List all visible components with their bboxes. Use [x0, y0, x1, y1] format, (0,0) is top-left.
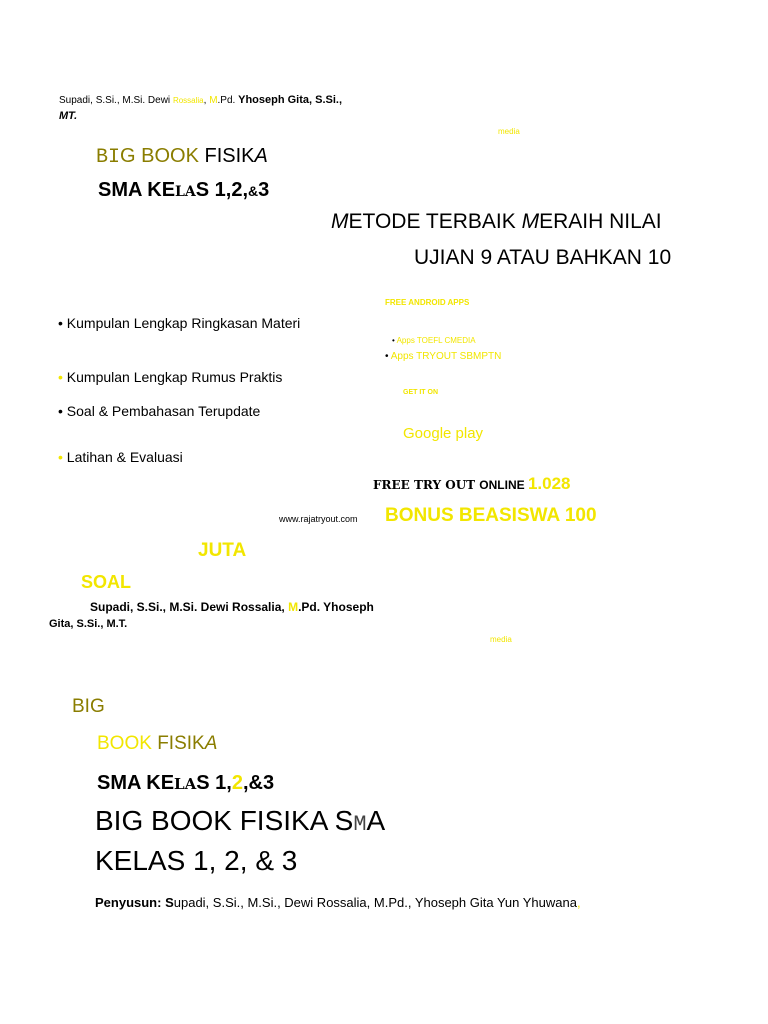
media-label-2: media — [490, 635, 512, 644]
sma-ke-2: SMA KE — [97, 772, 175, 794]
soal-label: SOAL — [81, 572, 132, 592]
book-fisika — [97, 733, 217, 755]
tryout-count: 1.028 — [527, 474, 571, 493]
feature-rumus-text: Kumpulan Lengkap Rumus Praktis — [66, 369, 283, 385]
tagline-m2: M — [521, 210, 540, 233]
big-title-line-2: KELAS 1, 2, & 3 — [95, 845, 298, 876]
feature-soal-pembahasan: • Soal & Pembahasan Terupdate — [58, 403, 261, 419]
tagline-line-2: UJIAN 9 ATAU BAHKAN 10 — [414, 246, 672, 269]
juta-label: JUTA — [198, 540, 247, 561]
sma-s1: S 1, — [196, 772, 232, 794]
big-label: BIG — [72, 696, 105, 717]
title-bi: BI — [96, 146, 121, 169]
authors-text: Supadi, S.Si., M.Si. Dewi — [59, 95, 173, 106]
website-link[interactable]: www.rajatryout.com — [279, 514, 358, 524]
sma-la: LA — [175, 184, 196, 200]
feature-latihan-evaluasi — [58, 449, 183, 465]
authors-highlight-m: M — [209, 95, 218, 106]
sma-amp: & — [248, 183, 259, 199]
bullet: • — [58, 369, 67, 385]
authors-highlight: Rossalia — [172, 96, 204, 105]
apps-tryout — [385, 351, 501, 362]
title-g-book: G BOOK — [120, 145, 205, 167]
sma-kelas-2 — [97, 772, 274, 795]
apps-toefl-text: Apps TOEFL CMEDIA — [396, 336, 476, 345]
authors-bold-line-2: Gita, S.Si., M.T. — [49, 618, 128, 630]
big-title-a: A — [366, 805, 386, 836]
authors-line-2: MT. — [59, 110, 78, 122]
apps-toefl — [392, 336, 476, 345]
feature-rumus-praktis — [58, 369, 282, 385]
sma-ke: SMA KE — [98, 179, 176, 201]
tagline-line-1 — [331, 210, 662, 234]
sma-2-highlight: 2 — [231, 772, 243, 794]
sma-s-123: S 1,2, — [195, 179, 249, 201]
authors-bold-m: M — [288, 600, 299, 614]
tagline-text-2: ERAIH NILAI — [539, 210, 662, 233]
authors-bold-text: Supadi, S.Si., M.Si. Dewi Rossalia, — [90, 600, 289, 614]
authors-text-2: .Pd. — [217, 95, 239, 106]
authors-sep: , — [203, 95, 210, 106]
google-play-label[interactable]: Google play — [403, 425, 484, 442]
authors-line-1 — [59, 94, 342, 106]
online-text: ONLINE — [479, 478, 528, 492]
bullet: • — [392, 336, 397, 345]
feature-ringkasan-materi: • Kumpulan Lengkap Ringkasan Materi — [58, 315, 301, 331]
free-text: FREE — [373, 478, 414, 492]
authors-bold-text-2: .Pd. Yhoseph — [298, 600, 374, 614]
media-label-1: media — [498, 127, 520, 136]
book-text: BOOK — [97, 733, 158, 754]
penyusun-comma: , — [576, 895, 581, 910]
title-fisik: FISIK — [204, 145, 255, 167]
penyusun-names: upadi, S.Si., M.Si., Dewi Rossalia, M.Pd., Yhoseph Gita Yun Yhuwana — [173, 895, 577, 910]
penyusun-line — [95, 895, 581, 910]
penyusun-label: Penyusun: — [95, 895, 166, 910]
apps-tryout-text: Apps TRYOUT SBMPTN — [390, 351, 502, 362]
sma-la-2: LA — [174, 775, 197, 793]
big-title-line-1 — [95, 805, 385, 837]
sma-3: 3 — [258, 179, 270, 201]
sma-and-3: ,&3 — [242, 772, 275, 794]
title-a: A — [254, 145, 268, 167]
tagline-text-1: ETODE TERBAIK — [348, 210, 522, 233]
bullet: • — [385, 351, 391, 362]
authors-bold-line-1 — [90, 600, 374, 614]
free-android-apps: FREE ANDROID APPS — [385, 298, 470, 307]
bonus-beasiswa: BONUS BEASISWA 100 — [385, 505, 597, 526]
big-title-m: M — [353, 812, 367, 837]
fisika-a: A — [204, 733, 218, 754]
title-big-book-fisika — [96, 145, 268, 169]
get-it-on: GET IT ON — [403, 389, 438, 396]
authors-name-bold: Yhoseph Gita, S.Si., — [238, 94, 343, 106]
big-title-text: BIG BOOK FISIKA S — [95, 805, 354, 836]
title-sma-kelas — [98, 179, 269, 202]
tagline-m1: M — [331, 210, 349, 233]
free-try-out-online — [373, 474, 571, 494]
try-out-text: TRY OUT — [413, 478, 480, 492]
bullet: • — [58, 449, 67, 465]
feature-latihan-text: Latihan & Evaluasi — [66, 449, 183, 465]
penyusun-s: S — [165, 895, 174, 910]
fisik-text: FISIK — [157, 733, 205, 754]
